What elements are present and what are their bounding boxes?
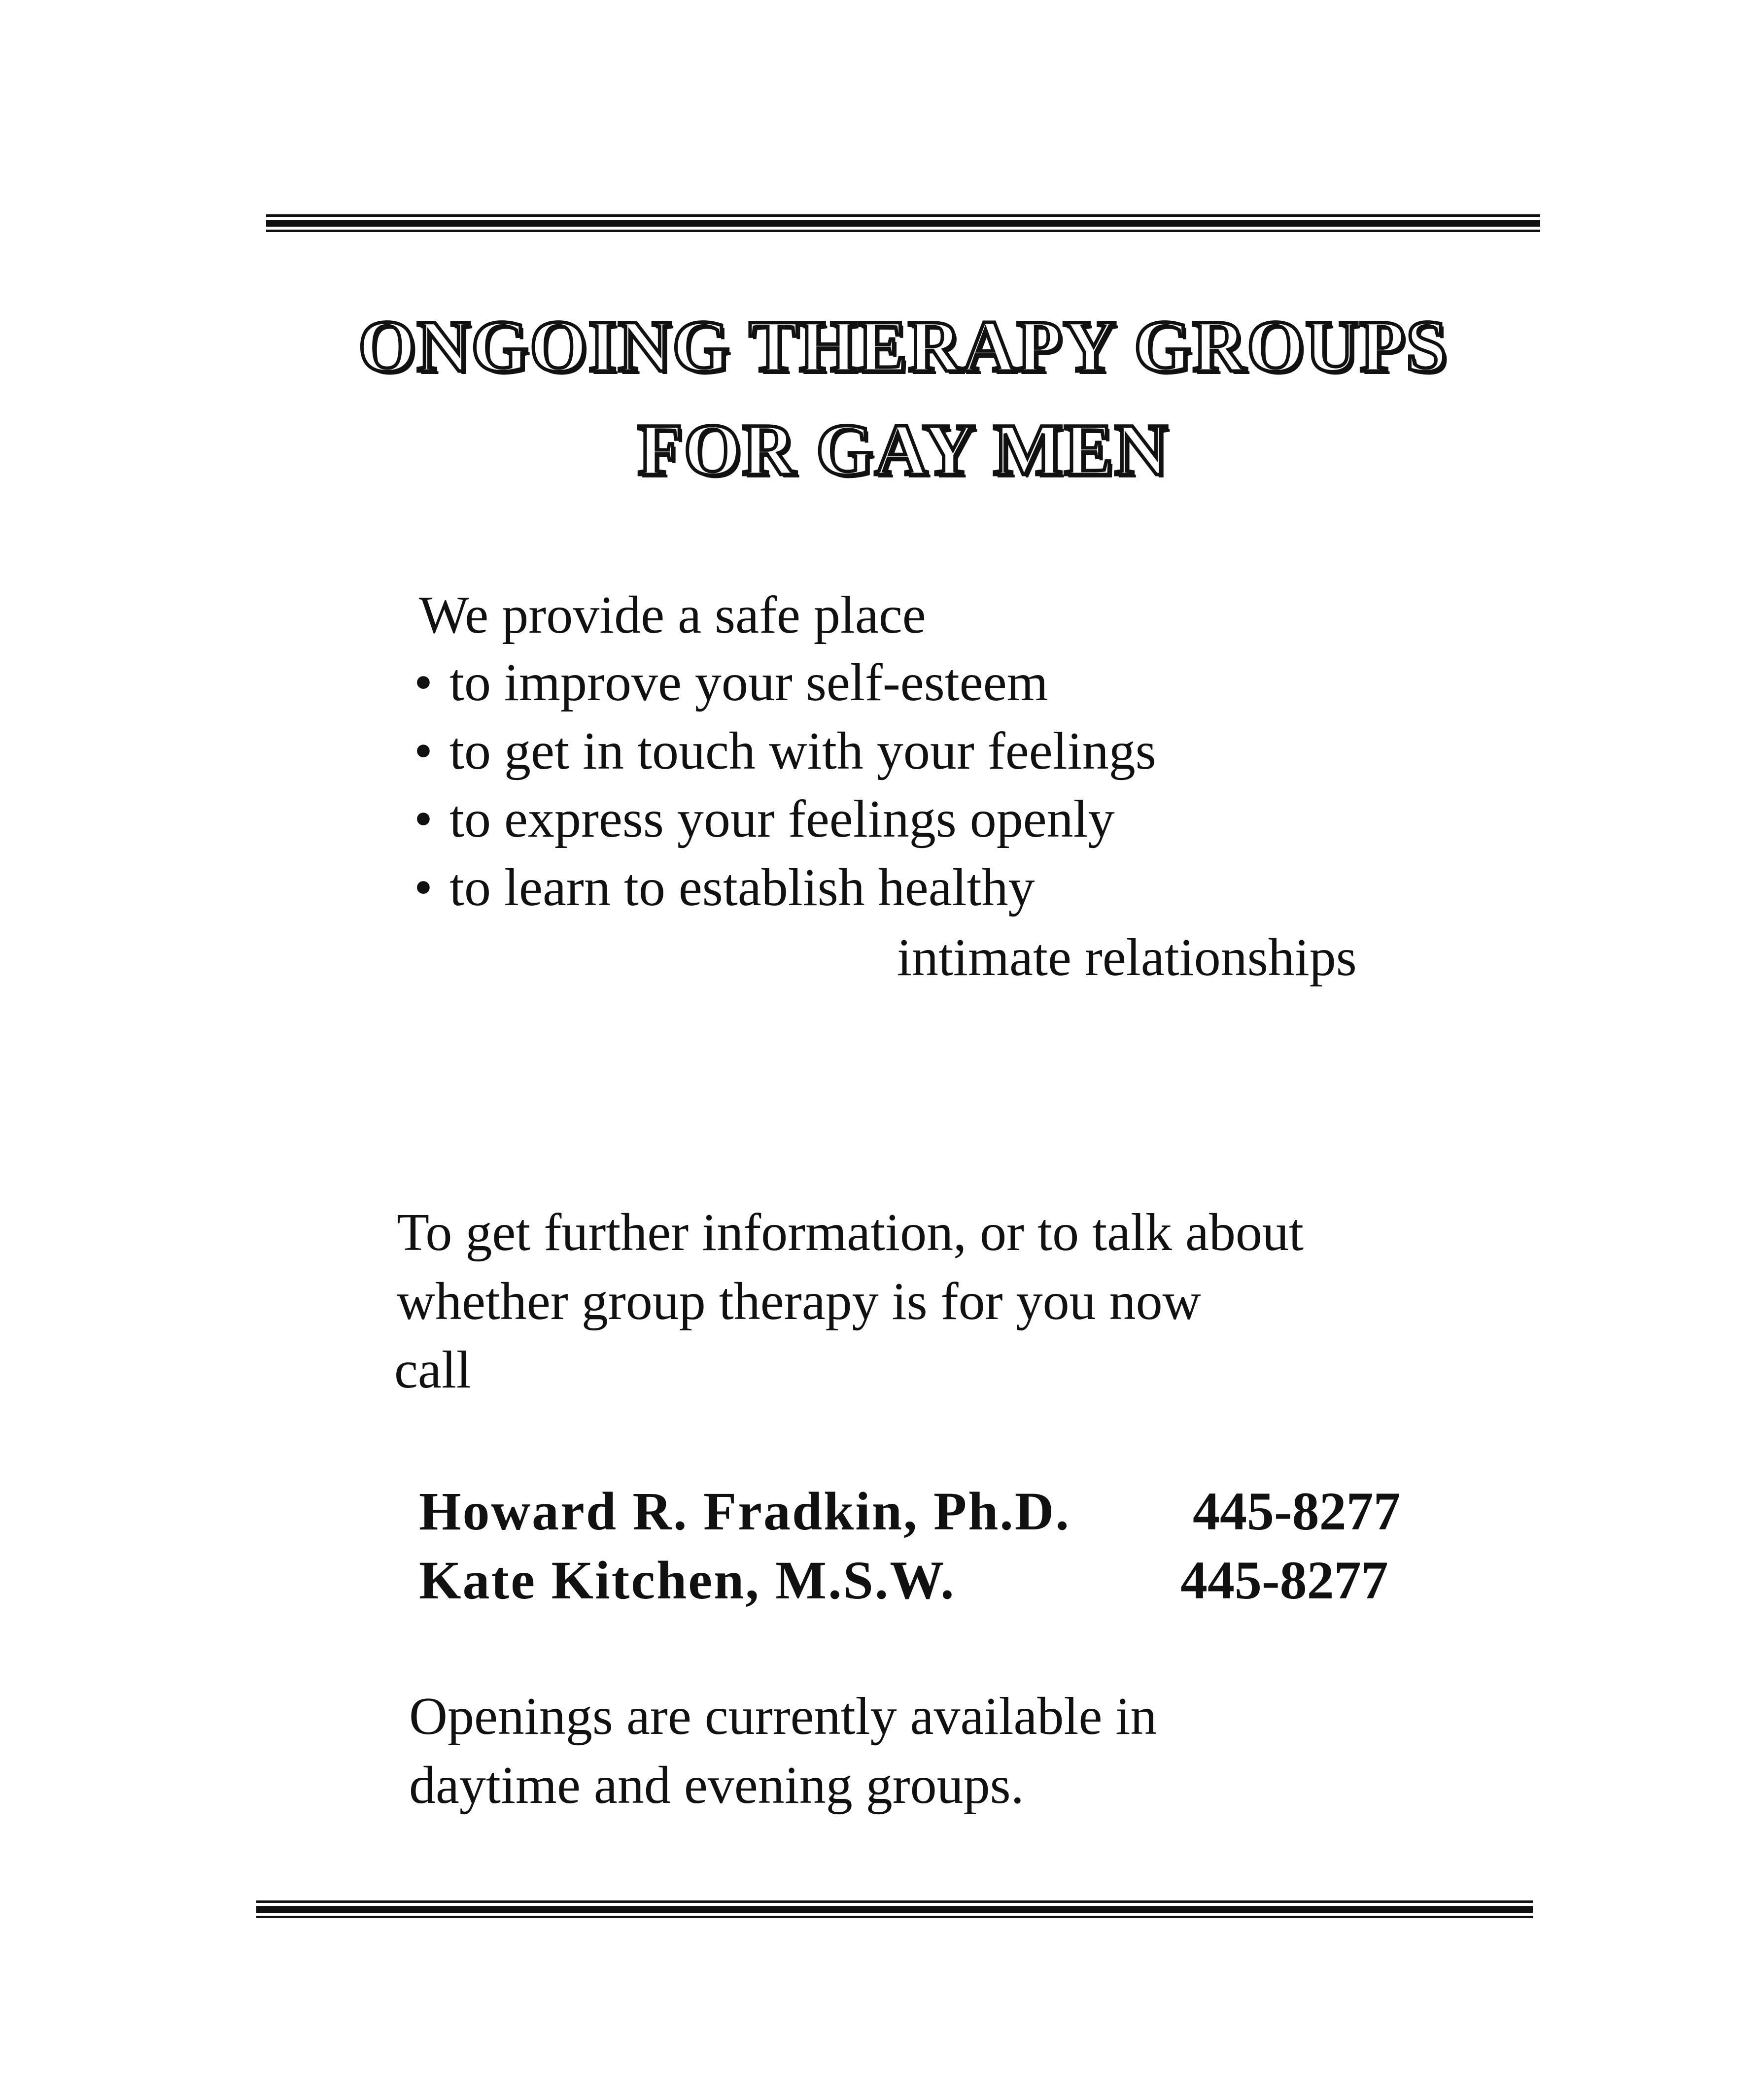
- info-text-line: whether group therapy is for you now: [397, 1272, 1201, 1331]
- bullet-dot-icon: •: [414, 858, 433, 917]
- intro-text: We provide a safe place: [419, 586, 926, 644]
- bullet-item: [414, 858, 1035, 917]
- bullet-item: [414, 653, 1048, 712]
- openings-text-line: Openings are currently available in: [409, 1687, 1157, 1746]
- contact-phone: 445-8277: [1180, 1550, 1388, 1610]
- info-text-line: To get further information, or to talk about: [397, 1203, 1304, 1262]
- bullet-text: to get in touch with your feelings: [449, 722, 1156, 780]
- bullet-dot-icon: •: [414, 722, 433, 780]
- headline-line-2: FOR GAY MEN: [637, 409, 1169, 491]
- bullet-dot-icon: •: [414, 653, 433, 712]
- openings-text-line: daytime and evening groups.: [409, 1756, 1024, 1815]
- bullet-text: to express your feelings openly: [449, 790, 1115, 848]
- headline-line-1: ONGOING THERAPY GROUPS: [358, 305, 1448, 387]
- bullet-text: to learn to establish healthy: [449, 858, 1035, 917]
- bullet-continuation-text: intimate relationships: [897, 928, 1357, 987]
- contact-phone: 445-8277: [1193, 1481, 1401, 1541]
- bullet-item: [414, 790, 1115, 848]
- info-text-line: call: [394, 1341, 471, 1399]
- top-divider-rule: [266, 214, 1540, 236]
- contact-name: Kate Kitchen, M.S.W.: [419, 1550, 956, 1610]
- bullet-text: to improve your self-esteem: [449, 653, 1048, 712]
- bullet-item: [414, 722, 1156, 780]
- bottom-divider-rule: [256, 1900, 1533, 1922]
- bullet-dot-icon: •: [414, 790, 433, 848]
- contact-name: Howard R. Fradkin, Ph.D.: [419, 1481, 1070, 1541]
